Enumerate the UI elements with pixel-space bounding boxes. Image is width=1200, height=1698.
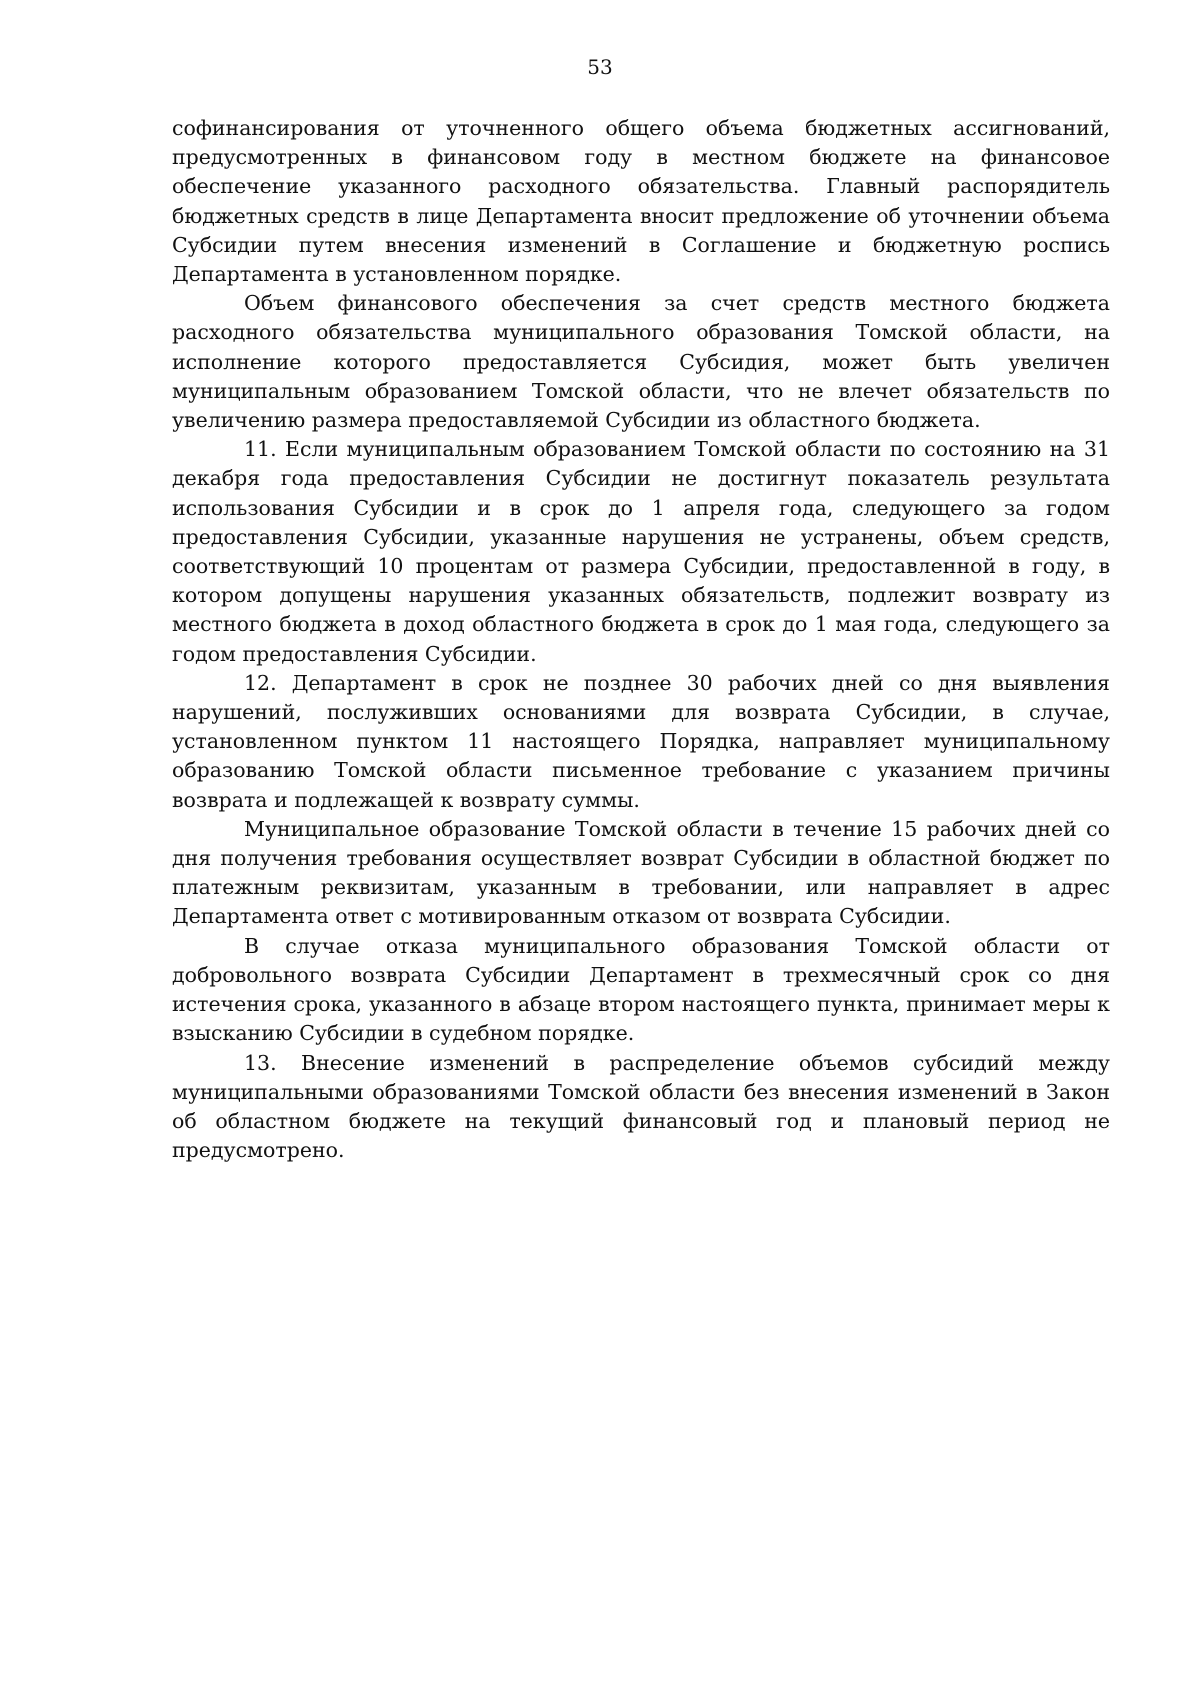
paragraph-clause-11: 11. Если муниципальным образованием Томской области по состоянию на 31 декабря года предоставления Субсидии не достигнут показатель результата использования Субсидии и в срок до 1 апреля года, следующего за годом предоставления Субсидии, указанные нарушения не устранены, объем средств, соответствующий 10 процентам от размера Субсидии, предоставленной в году, в котором допущены нарушения указанных обязательств, подлежит возврату из местного бюджета в доход областного бюджета в срок до 1 мая года, следующего за годом предоставления Субсидии. (172, 437, 1110, 666)
paragraph-refusal-case: В случае отказа муниципального образования Томской области от добровольного возврата Субсидии Департамент в трехмесячный срок со дня истечения срока, указанного в абзаце втором настоящего пункта, принимает меры к взысканию Субсидии в судебном порядке. (172, 933, 1110, 1046)
paragraph-return-procedure: Муниципальное образование Томской области в течение 15 рабочих дней со дня получения требования осуществляет возврат Субсидии в областной бюджет по платежным реквизитам, указанным в требовании, или направляет в адрес Департамента ответ с мотивированным отказом от возврата Субсидии. (172, 816, 1110, 929)
paragraph-financing-volume: Объем финансового обеспечения за счет средств местного бюджета расходного обязательства муниципального образования Томской области, на исполнение которого предоставляется Субсидия, может быть увеличен муниципальным образованием Томской области, что не влечет обязательств по увеличению размера предоставляемой Субсидии из областного бюджета. (172, 291, 1110, 433)
paragraph-continuation: софинансирования от уточненного общего объема бюджетных ассигнований, предусмотренных в финансовом году в местном бюджете на финансовое обеспечение указанного расходного обязательства. Главный распорядитель бюджетных средств в лице Департамента вносит предложение об уточнении объема Субсидии путем внесения изменений в Соглашение и бюджетную роспись Департамента в установленном порядке. (172, 116, 1110, 287)
page-number: 53 (587, 55, 613, 79)
paragraph-clause-12: 12. Департамент в срок не позднее 30 рабочих дней со дня выявления нарушений, послуживших основаниями для возврата Субсидии, в случае, установленном пунктом 11 настоящего Порядка, направляет муниципальному образованию Томской области письменное требование с указанием причины возврата и подлежащей к возврату суммы. (172, 670, 1110, 812)
paragraph-clause-13: 13. Внесение изменений в распределение объемов субсидий между муниципальными образованиями Томской области без внесения изменений в Закон об областном бюджете на текущий финансовый год и плановый период не предусмотрено. (172, 1050, 1110, 1163)
document-body (172, 114, 1110, 1165)
